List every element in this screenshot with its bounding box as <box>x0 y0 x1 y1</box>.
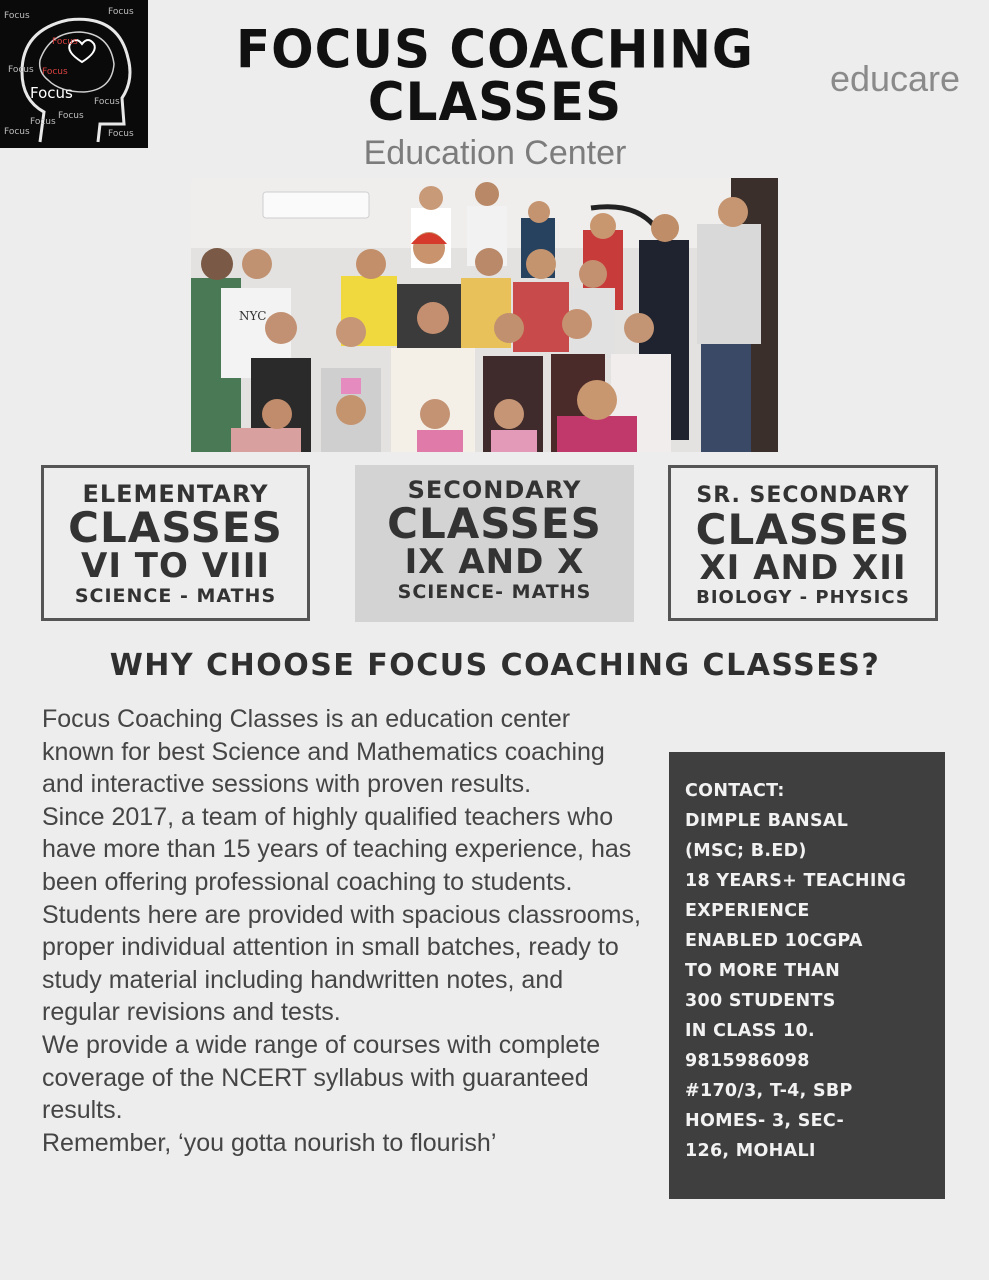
svg-text:Focus: Focus <box>4 127 30 137</box>
class-box-sr-secondary <box>668 465 938 621</box>
page-title <box>160 19 830 133</box>
svg-text:Focus: Focus <box>42 67 68 77</box>
class-box-subjects: SCIENCE - MATHS <box>74 585 277 607</box>
contact-qualification: (MSC; B.ED) <box>685 841 807 861</box>
svg-text:Focus: Focus <box>108 129 134 139</box>
contact-box <box>669 752 945 1199</box>
class-box-secondary <box>355 465 634 622</box>
class-box-subjects: BIOLOGY - PHYSICS <box>696 587 910 608</box>
about-paragraph: Students here are provided with spacious classrooms, proper individual attention in small batches, ready to study material including handwritten notes, and regular revisions and tests. <box>42 900 641 1027</box>
why-choose-heading: WHY CHOOSE FOCUS COACHING CLASSES? <box>109 648 881 683</box>
contact-achievement: IN CLASS 10. <box>685 1021 815 1041</box>
about-paragraph: We provide a wide range of courses with complete coverage of the NCERT syllabus with guaranteed results. <box>42 1030 601 1125</box>
class-box-classes: CLASSES <box>695 505 911 554</box>
contact-achievement: ENABLED 10CGPA <box>685 931 863 951</box>
contact-achievement: 300 STUDENTS <box>685 991 836 1011</box>
svg-text:Focus: Focus <box>58 111 84 121</box>
class-box-subjects: SCIENCE- MATHS <box>397 581 592 603</box>
about-paragraph: Remember, ‘you gotta nourish to flourish’ <box>42 1128 497 1157</box>
svg-text:NYC: NYC <box>239 309 267 323</box>
brand-name: educare <box>829 58 961 99</box>
contact-experience: EXPERIENCE <box>685 901 810 921</box>
contact-label: CONTACT: <box>685 781 785 801</box>
class-box-level: ELEMENTARY <box>82 480 269 508</box>
class-box-grades: XI AND XII <box>699 548 907 588</box>
title-line-1: FOCUS COACHING <box>236 19 754 81</box>
focus-logo <box>0 0 148 148</box>
contact-experience: 18 YEARS+ TEACHING <box>685 871 907 891</box>
contact-phone[interactable]: 9815986098 <box>685 1051 810 1071</box>
svg-text:Focus: Focus <box>52 37 78 47</box>
svg-text:Focus: Focus <box>30 117 56 127</box>
contact-name: DIMPLE BANSAL <box>685 811 849 831</box>
about-paragraph: Focus Coaching Classes is an education center known for best Science and Mathematics coaching and interactive sessions with proven results. <box>42 705 605 799</box>
class-box-level: SR. SECONDARY <box>696 483 910 508</box>
svg-text:Focus: Focus <box>30 84 73 102</box>
svg-text:Focus: Focus <box>108 7 134 17</box>
contact-address: #170/3, T-4, SBP <box>685 1081 853 1101</box>
about-text <box>42 703 642 1159</box>
title-line-2: CLASSES <box>367 71 623 133</box>
students-group-photo <box>191 178 778 452</box>
group-photo <box>191 178 778 452</box>
class-box-level: SECONDARY <box>407 476 582 504</box>
about-paragraph: Since 2017, a team of highly qualified teachers who have more than 15 years of teaching experience, has been offering professional coaching to students. <box>42 802 632 896</box>
svg-text:Focus: Focus <box>94 97 120 107</box>
class-box-classes: CLASSES <box>68 503 283 552</box>
svg-text:Focus: Focus <box>8 65 34 75</box>
subtitle: Education Center <box>363 134 627 172</box>
class-box-elementary <box>41 465 310 621</box>
class-box-grades: VI TO VIII <box>81 546 270 586</box>
class-box-classes: CLASSES <box>387 499 602 548</box>
contact-achievement: TO MORE THAN <box>685 961 841 981</box>
contact-address: HOMES- 3, SEC- <box>685 1111 845 1131</box>
head-brain-logo-icon <box>0 0 148 148</box>
class-box-grades: IX AND X <box>404 542 585 582</box>
svg-text:Focus: Focus <box>4 11 30 21</box>
contact-address: 126, MOHALI <box>685 1141 816 1161</box>
